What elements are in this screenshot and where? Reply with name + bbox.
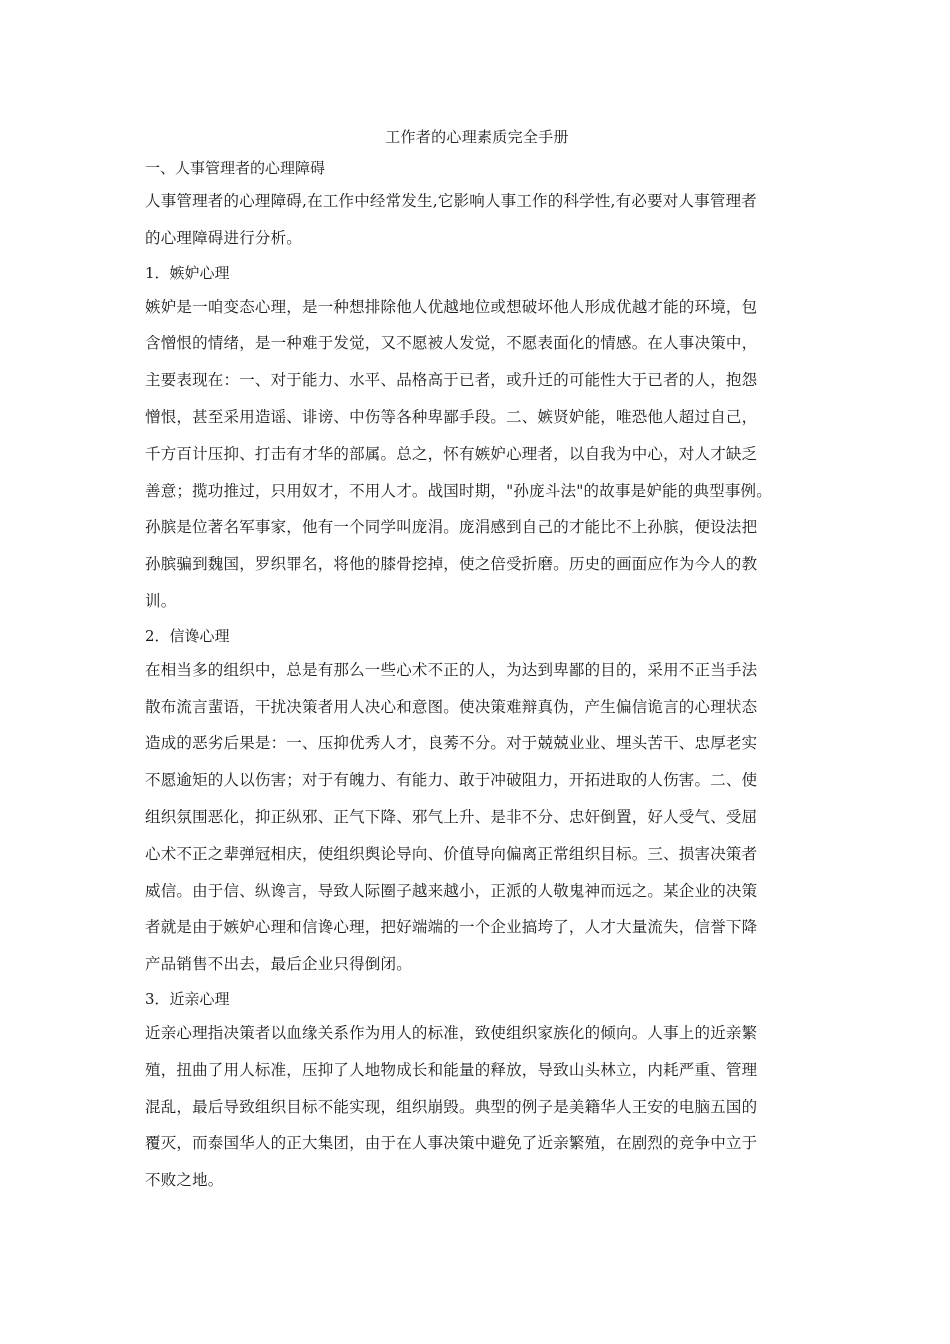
paragraph-nepotism (145, 1015, 809, 1199)
paragraph-line: 近亲心理指决策者以血缘关系作为用人的标准，致使组织家族化的倾向。人事上的近亲繁 (145, 1023, 758, 1042)
paragraph-line: 不愿逾矩的人以伤害；对于有魄力、有能力、敢于冲破阻力，开拓进取的人伤害。二、使 (145, 771, 758, 790)
paragraph-line: 殖，扭曲了用人标准，压抑了人地物成长和能量的释放，导致山头林立，内耗严重、管理 (145, 1060, 758, 1079)
paragraph-line: 训。 (145, 591, 177, 610)
paragraph-line: 的心理障碍进行分析。 (145, 228, 303, 247)
paragraph-line: 主要表现在：一、对于能力、水平、品格高于已者，或升迁的可能性大于已者的人，抱怨 (145, 371, 758, 390)
section-heading: 一、人事管理者的心理障碍 (145, 159, 326, 177)
paragraph-line: 善意；揽功推过，只用奴才，不用人才。战国时期，"孙庞斗法"的故事是妒能的典型事例。 (145, 481, 772, 500)
document-body (145, 123, 809, 1199)
paragraph-line: 人事管理者的心理障碍,在工作中经常发生,它影响人事工作的科学性,有必要对人事管理者 (145, 192, 757, 210)
paragraph-slander (145, 652, 809, 983)
paragraph-line: 造成的恶劣后果是：一、压抑优秀人才，良莠不分。对于兢兢业业、埋头苦干、忠厚老实 (145, 734, 758, 753)
paragraph-line: 者就是由于嫉妒心理和信谗心理，把好端端的一个企业搞垮了，人才大量流失，信誉下降 (145, 918, 758, 937)
subsection-heading-nepotism: 3．近亲心理 (145, 989, 230, 1008)
paragraph-line: 威信。由于信、纵谗言，导致人际圈子越来越小，正派的人敬鬼神而远之。某企业的决策 (145, 881, 758, 900)
paragraph-line: 混乱，最后导致组织目标不能实现，组织崩毁。典型的例子是美籍华人王安的电脑五国的 (145, 1097, 758, 1116)
paragraph-line: 孙膑骗到魏国，罗织罪名，将他的膝骨挖掉，使之倍受折磨。历史的画面应作为今人的教 (145, 555, 758, 574)
paragraph-line: 心术不正之辈弹冠相庆，使组织舆论导向、价值导向偏离正常组织目标。三、损害决策者 (145, 844, 758, 863)
paragraph-line: 在相当多的组织中，总是有那么一些心术不正的人，为达到卑鄙的目的，采用不正当手法 (145, 660, 758, 679)
document-title: 工作者的心理素质完全手册 (385, 128, 569, 146)
intro-paragraph (145, 183, 809, 257)
subsection-heading-jealousy: 1．嫉妒心理 (145, 263, 230, 282)
paragraph-jealousy (145, 289, 809, 620)
subsection-heading-slander: 2．信谗心理 (145, 626, 230, 645)
paragraph-line: 产品销售不出去，最后企业只得倒闭。 (145, 955, 412, 974)
paragraph-line: 千方百计压抑、打击有才华的部属。总之，怀有嫉妒心理者，以自我为中心，对人才缺乏 (145, 444, 758, 463)
paragraph-line: 嫉妒是一咱变态心理，是一种想排除他人优越地位或想破坏他人形成优越才能的环境，包 (145, 297, 758, 316)
paragraph-line: 孙膑是位著名军事家，他有一个同学叫庞涓。庞涓感到自己的才能比不上孙膑，便设法把 (145, 518, 758, 537)
paragraph-line: 组织氛围恶化，抑正纵邪、正气下降、邪气上升、是非不分、忠奸倒置，好人受气、受屈 (145, 807, 758, 826)
paragraph-line: 憎恨，甚至采用造谣、诽谤、中伤等各种卑鄙手段。二、嫉贤妒能，唯恐他人超过自己， (145, 407, 758, 426)
paragraph-line: 覆灭，而泰国华人的正大集团，由于在人事决策中避免了近亲繁殖，在剧烈的竞争中立于 (145, 1134, 758, 1153)
paragraph-line: 含憎恨的情绪，是一种难于发觉，又不愿被人发觉，不愿表面化的情感。在人事决策中， (145, 334, 758, 353)
paragraph-line: 不败之地。 (145, 1171, 224, 1190)
paragraph-line: 散布流言蜚语，干扰决策者用人决心和意图。使决策难辩真伪，产生偏信诡言的心理状态 (145, 697, 758, 716)
